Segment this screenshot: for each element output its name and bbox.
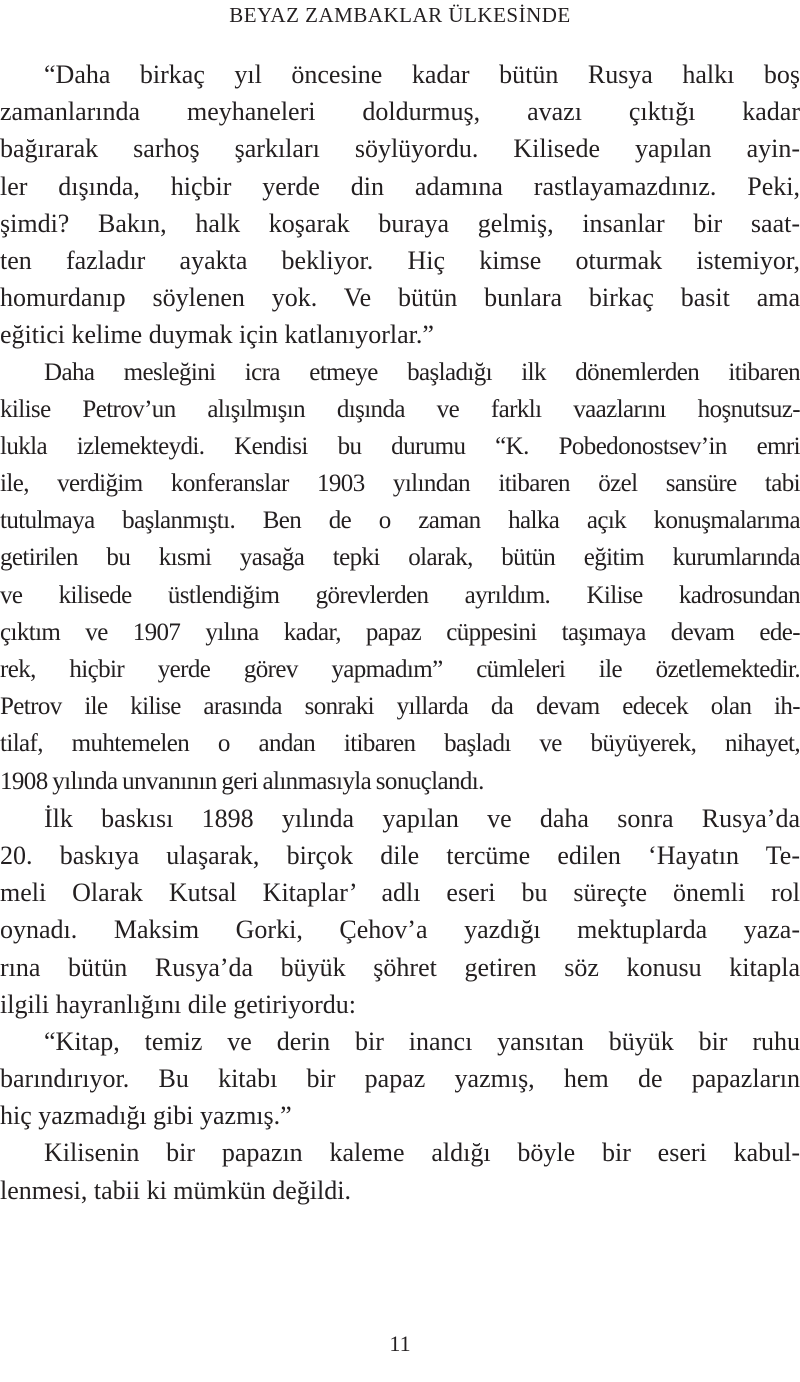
text-line: ler dışında, hiçbir yerde din adamına rastlayamazdınız. Peki, — [0, 171, 800, 201]
text-line: eğitici kelime duymak için katlanıyorlar.” — [0, 320, 434, 350]
text-line: lukla izlemekteydi. Kendisi bu durumu “K. Pobedonostsev’in emri — [0, 432, 800, 460]
body-text — [0, 56, 800, 1209]
text-line: ilgili hayranlığını dile getiriyordu: — [0, 989, 356, 1019]
text-line: şimdi? Bakın, halk koşarak buraya gelmiş, insanlar bir saat- — [0, 208, 800, 238]
text-line: 1908 yılında unvanının geri alınmasıyla sonuçlandı. — [0, 767, 484, 795]
text-line: homurdanıp söylenen yok. Ve bütün bunlara birkaç basit ama — [0, 283, 800, 313]
text-line: Petrov ile kilise arasında sonraki yıllarda da devam edecek olan ih- — [0, 693, 800, 721]
text-line: “Daha birkaç yıl öncesine kadar bütün Rusya halkı boş — [44, 60, 800, 89]
text-line: rek, hiçbir yerde görev yapmadım” cümleleri ile özetlemektedir. — [0, 656, 800, 683]
text-line: tilaf, muhtemelen o andan itibaren başladı ve büyüyerek, nihayet, — [0, 730, 800, 758]
text-line: İlk baskısı 1898 yılında yapılan ve daha sonra Rusya’da — [44, 803, 800, 833]
text-line: tutulmaya başlanmıştı. Ben de o zaman halka açık konuşmalarıma — [0, 507, 800, 535]
text-line: kilise Petrov’un alışılmışın dışında ve farklı vaazlarını hoşnutsuz- — [0, 395, 800, 423]
text-line: oynadı. Maksim Gorki, Çehov’a yazdığı mektuplarda yaza- — [0, 915, 800, 945]
text-line: barındırıyor. Bu kitabı bir papaz yazmış, hem de papazların — [0, 1064, 800, 1094]
text-line: 20. baskıya ulaşarak, birçok dile tercüme edilen ‘Hayatın Te- — [0, 840, 800, 870]
text-line: ile, verdiğim konferanslar 1903 yılından itibaren özel sansüre tabi — [0, 470, 800, 498]
text-line: ten fazladır ayakta bekliyor. Hiç kimse oturmak istemiyor, — [0, 245, 800, 275]
text-line: ve kilisede üstlendiğim görevlerden ayrıldım. Kilise kadrosundan — [0, 581, 800, 609]
text-line: çıktım ve 1907 yılına kadar, papaz cüppesini taşımaya devam ede- — [0, 618, 800, 646]
text-line: getirilen bu kısmi yasağa tepki olarak, bütün eğitim kurumlarında — [0, 544, 800, 572]
text-line: Daha mesleğini icra etmeye başladığı ilk dönemlerden itibaren — [44, 358, 800, 386]
page-number: 11 — [389, 1331, 411, 1356]
text-line: “Kitap, temiz ve derin bir inancı yansıtan büyük bir ruhu — [44, 1026, 800, 1056]
text-line: lenmesi, tabii ki mümkün değildi. — [0, 1175, 351, 1205]
text-line: meli Olarak Kutsal Kitaplar’ adlı eseri bu süreçte önemli rol — [0, 878, 800, 908]
running-title: BEYAZ ZAMBAKLAR ÜLKESİNDE — [229, 3, 571, 27]
text-line: Kilisenin bir papazın kaleme aldığı böyle bir eseri kabul- — [44, 1138, 800, 1168]
text-line: rına bütün Rusya’da büyük şöhret getiren söz konusu kitapla — [0, 952, 800, 982]
text-line: zamanlarında meyhaneleri doldurmuş, avazı çıktığı kadar — [0, 97, 800, 127]
text-line: hiç yazmadığı gibi yazmış.” — [0, 1101, 292, 1131]
text-line: bağırarak sarhoş şarkıları söylüyordu. Kilisede yapılan ayin- — [0, 134, 800, 164]
